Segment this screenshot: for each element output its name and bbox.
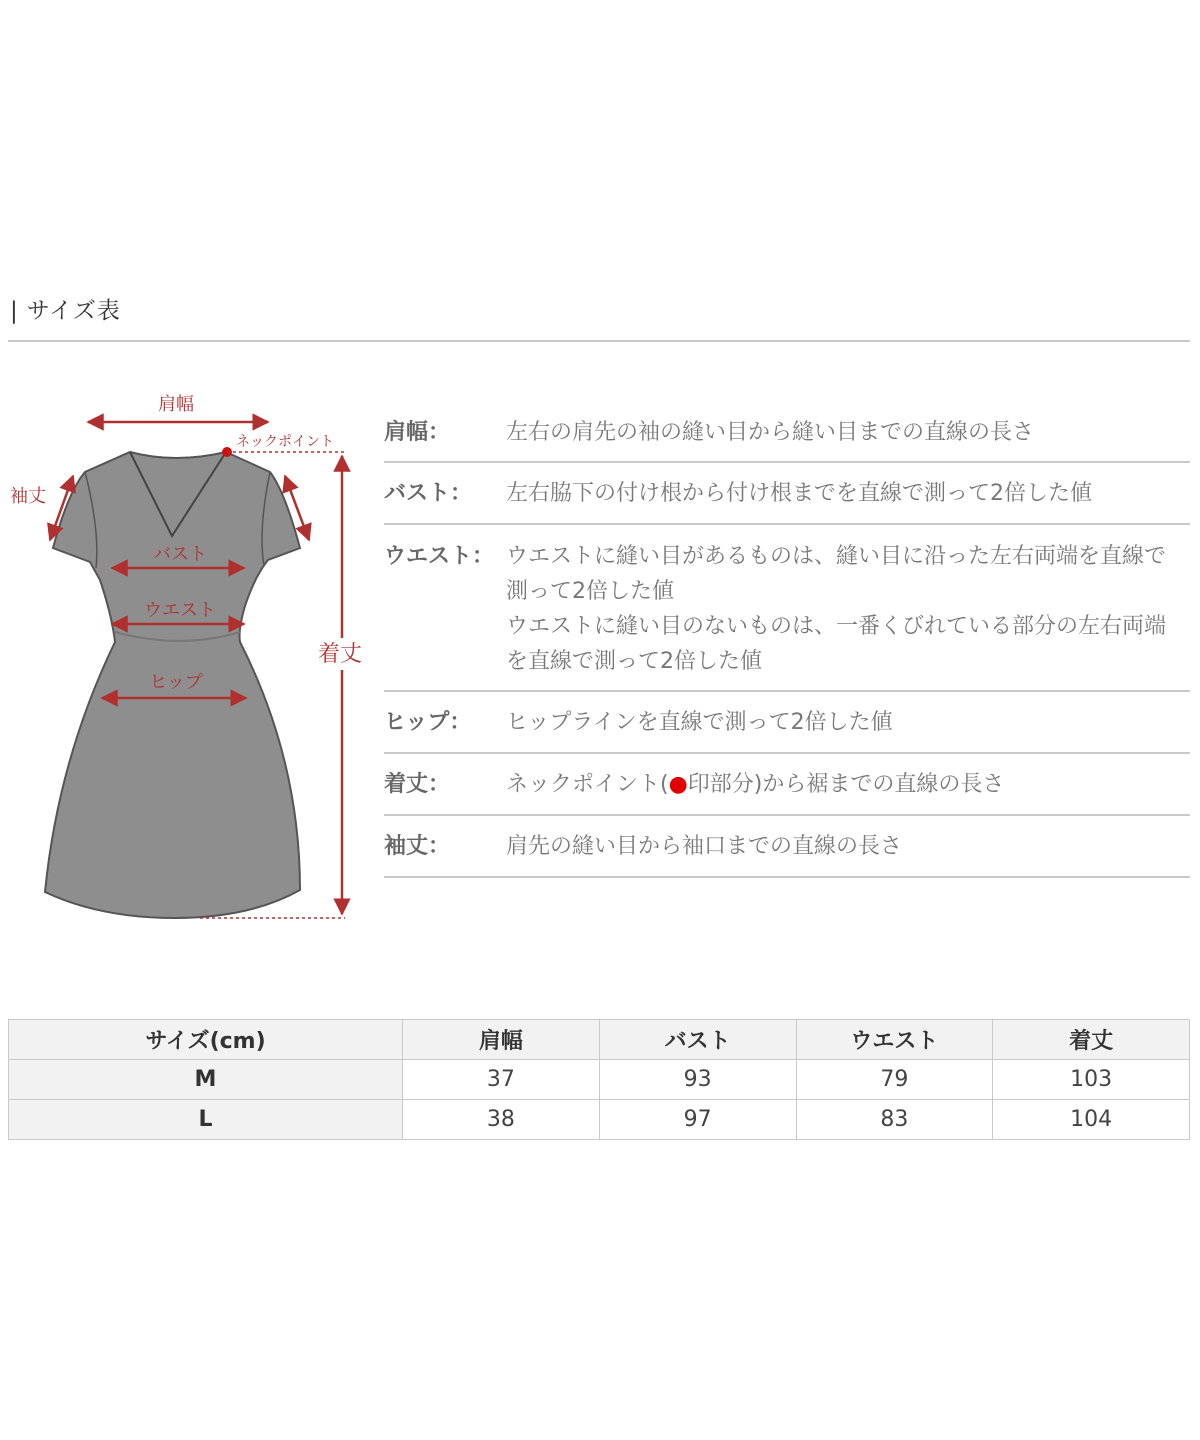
header-shoulder: 肩幅: [403, 1020, 600, 1060]
size-table-header-row: [9, 1020, 1190, 1060]
table-cell: 103: [993, 1060, 1190, 1100]
header-bust: バスト: [599, 1020, 796, 1060]
definition-term: ヒップ：: [384, 710, 472, 735]
definition-term: 着丈：: [384, 772, 451, 797]
definition-line: ヒップラインを直線で測って2倍した値: [506, 710, 893, 735]
title-bar: |: [10, 298, 19, 324]
section-title: [10, 292, 121, 325]
definition-text: [506, 403, 1190, 461]
definition-line: ウエストに縫い目があるものは、縫い目に沿った左右両端を直線で: [506, 544, 1167, 569]
definition-line: ウエストに縫い目のないものは、一番くびれている部分の左右両端: [506, 614, 1167, 639]
table-cell: 97: [599, 1100, 796, 1140]
definition-term: バスト：: [384, 481, 473, 506]
definition-sleeve: [384, 816, 1190, 878]
definition-line: 左右の肩先の袖の縫い目から縫い目までの直線の長さ: [506, 420, 1035, 445]
neck-point-marker-icon: ●: [668, 772, 688, 797]
sleeve-label: 袖丈: [10, 486, 46, 507]
definition-waist: [384, 525, 1190, 692]
definition-text-part: ネックポイント(: [506, 772, 669, 797]
title-divider: [8, 340, 1190, 342]
title-text: サイズ表: [26, 298, 121, 324]
definition-text: [506, 692, 1190, 752]
definition-text: [506, 463, 1190, 523]
definition-term: ウエスト：: [384, 544, 495, 569]
table-cell: 83: [796, 1100, 993, 1140]
definition-text: [506, 525, 1190, 690]
definition-line: 測って2倍した値: [506, 579, 674, 604]
definition-hip: [384, 692, 1190, 754]
waist-label: ウエスト: [144, 600, 216, 621]
definition-text-part: 印部分)から裾までの直線の長さ: [687, 772, 1005, 797]
neck-point-label: ネックポイント: [236, 434, 334, 450]
table-cell: 38: [403, 1100, 600, 1140]
table-cell: 93: [599, 1060, 796, 1100]
bust-label: バスト: [153, 544, 207, 565]
definition-length: [384, 754, 1190, 816]
definition-term: 袖丈：: [384, 834, 451, 859]
definition-line: 肩先の縫い目から袖口までの直線の長さ: [506, 834, 903, 859]
table-row: [9, 1100, 1190, 1140]
size-label: L: [9, 1100, 403, 1140]
shoulder-label: 肩幅: [158, 394, 194, 415]
definition-line: を直線で測って2倍した値: [506, 649, 762, 674]
garment-diagram: [0, 380, 380, 940]
table-cell: 104: [993, 1100, 1190, 1140]
table-cell: 79: [796, 1060, 993, 1100]
header-waist: ウエスト: [796, 1020, 993, 1060]
hip-label: ヒップ: [149, 672, 203, 693]
table-cell: 37: [403, 1060, 600, 1100]
definition-line: 左右脇下の付け根から付け根までを直線で測って2倍した値: [506, 481, 1092, 506]
definition-bust: [384, 463, 1190, 525]
definition-text: [506, 816, 1190, 876]
definition-term: 肩幅：: [384, 420, 451, 445]
length-label: 着丈: [317, 642, 363, 667]
definition-text: [506, 754, 1190, 814]
header-size: サイズ(cm): [9, 1020, 403, 1060]
measurement-definitions: [384, 403, 1190, 878]
size-label: M: [9, 1060, 403, 1100]
size-table: [8, 1019, 1190, 1140]
header-length: 着丈: [993, 1020, 1190, 1060]
definition-shoulder: [384, 403, 1190, 463]
table-row: [9, 1060, 1190, 1100]
